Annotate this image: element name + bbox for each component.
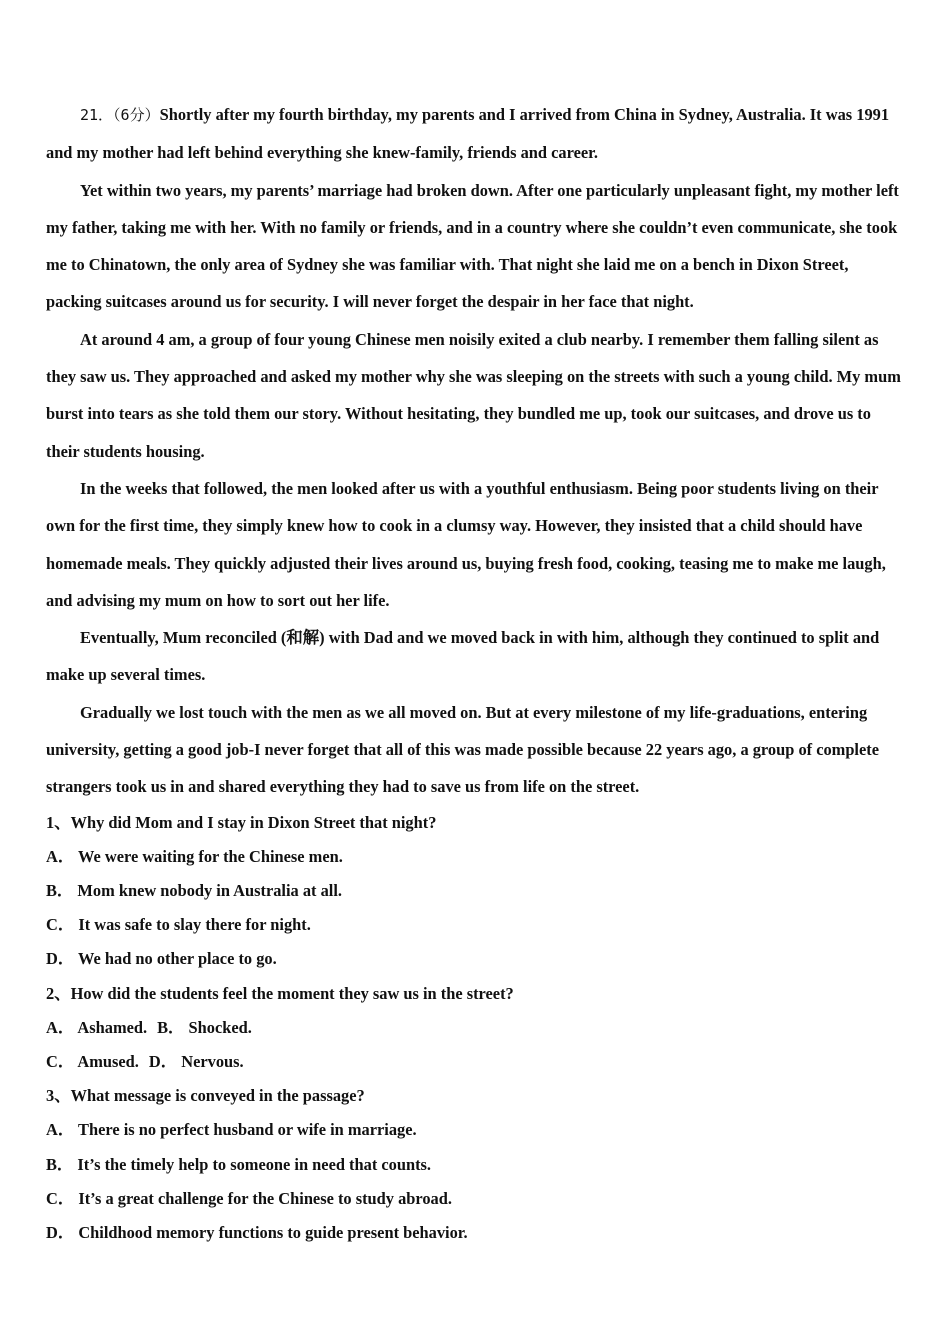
passage-paragraph-2: Yet within two years, my parents’ marriage had broken down. After one particularly unpleasant fight, my mother left my father, taking me with her. With no family or friends, and in a country where she couldn’t even communicate, she took me to Chinatown, the only area of Sydney she was familiar with. That night she laid me on a bench in Dixon Street, packing suitcases around us for security. I will never forget the despair in her face that night. <box>46 180 899 312</box>
option-c: C． It’s a great challenge for the Chinese to study abroad. <box>46 1188 452 1208</box>
option-b: B． Shocked. <box>157 1017 252 1037</box>
option-d: D． Nervous. <box>148 1052 244 1072</box>
option-a: A． Ashamed. <box>46 1017 148 1037</box>
option-c: C． Amused. <box>46 1052 139 1072</box>
passage-paragraph-6: Gradually we lost touch with the men as we all moved on. But at every milestone of my life-graduations, entering university, getting a good job-I never forget that all of this was made possible because 22 years ago, a group of complete strangers took us in and shared everything they had to save us from life on the street. <box>46 702 879 797</box>
question-1 <box>46 806 906 977</box>
passage-paragraph-5: Eventually, Mum reconciled (和解) with Dad and we moved back in with him, although they continued to split and make up several times. <box>46 628 880 685</box>
option-a: A． We were waiting for the Chinese men. <box>46 846 343 866</box>
passage-paragraph-3: At around 4 am, a group of four young Chinese men noisily exited a club nearby. I remember them falling silent as they saw us. They approached and asked my mother why she was sleeping on the streets with such a young child. My mum burst into tears as she told them our story. Without hesitating, they bundled me up, took our suitcases, and drove us to their students housing. <box>46 329 901 461</box>
option-d: D． Childhood memory functions to guide present behavior. <box>46 1223 468 1243</box>
question-stem: 3、What message is conveyed in the passage? <box>46 1086 365 1106</box>
exam-page <box>46 96 906 1250</box>
option-b: B． Mom knew nobody in Australia at all. <box>46 881 342 901</box>
question-2 <box>46 977 906 1080</box>
option-c: C． It was safe to slay there for night. <box>46 915 311 935</box>
question-stem: 1、Why did Mom and I stay in Dixon Street that night? <box>46 812 437 832</box>
question-number: 21．（6分） <box>80 106 160 124</box>
paragraph-text: Shortly after my fourth birthday, my parents and I arrived from China in Sydney, Australia. It was 1991 and my mother had left behind everything she knew-family, friends and career. <box>46 105 890 163</box>
option-row-cd <box>46 1045 906 1079</box>
option-d: D． We had no other place to go. <box>46 949 277 969</box>
option-row-ab <box>46 1011 906 1045</box>
question-3 <box>46 1079 906 1250</box>
option-b: B． It’s the timely help to someone in need that counts. <box>46 1154 432 1174</box>
question-stem: 2、How did the students feel the moment they saw us in the street? <box>46 983 514 1003</box>
passage-paragraph-1 <box>46 96 906 172</box>
passage-paragraph-4: In the weeks that followed, the men looked after us with a youthful enthusiasm. Being poor students living on their own for the first time, they simply knew how to cook in a clumsy way. However, they insisted that a child should have homemade meals. They quickly adjusted their lives around us, buying fresh food, cooking, teasing me to make me laugh, and advising my mum on how to sort out her life. <box>46 478 886 610</box>
option-a: A． There is no perfect husband or wife in marriage. <box>46 1120 417 1140</box>
